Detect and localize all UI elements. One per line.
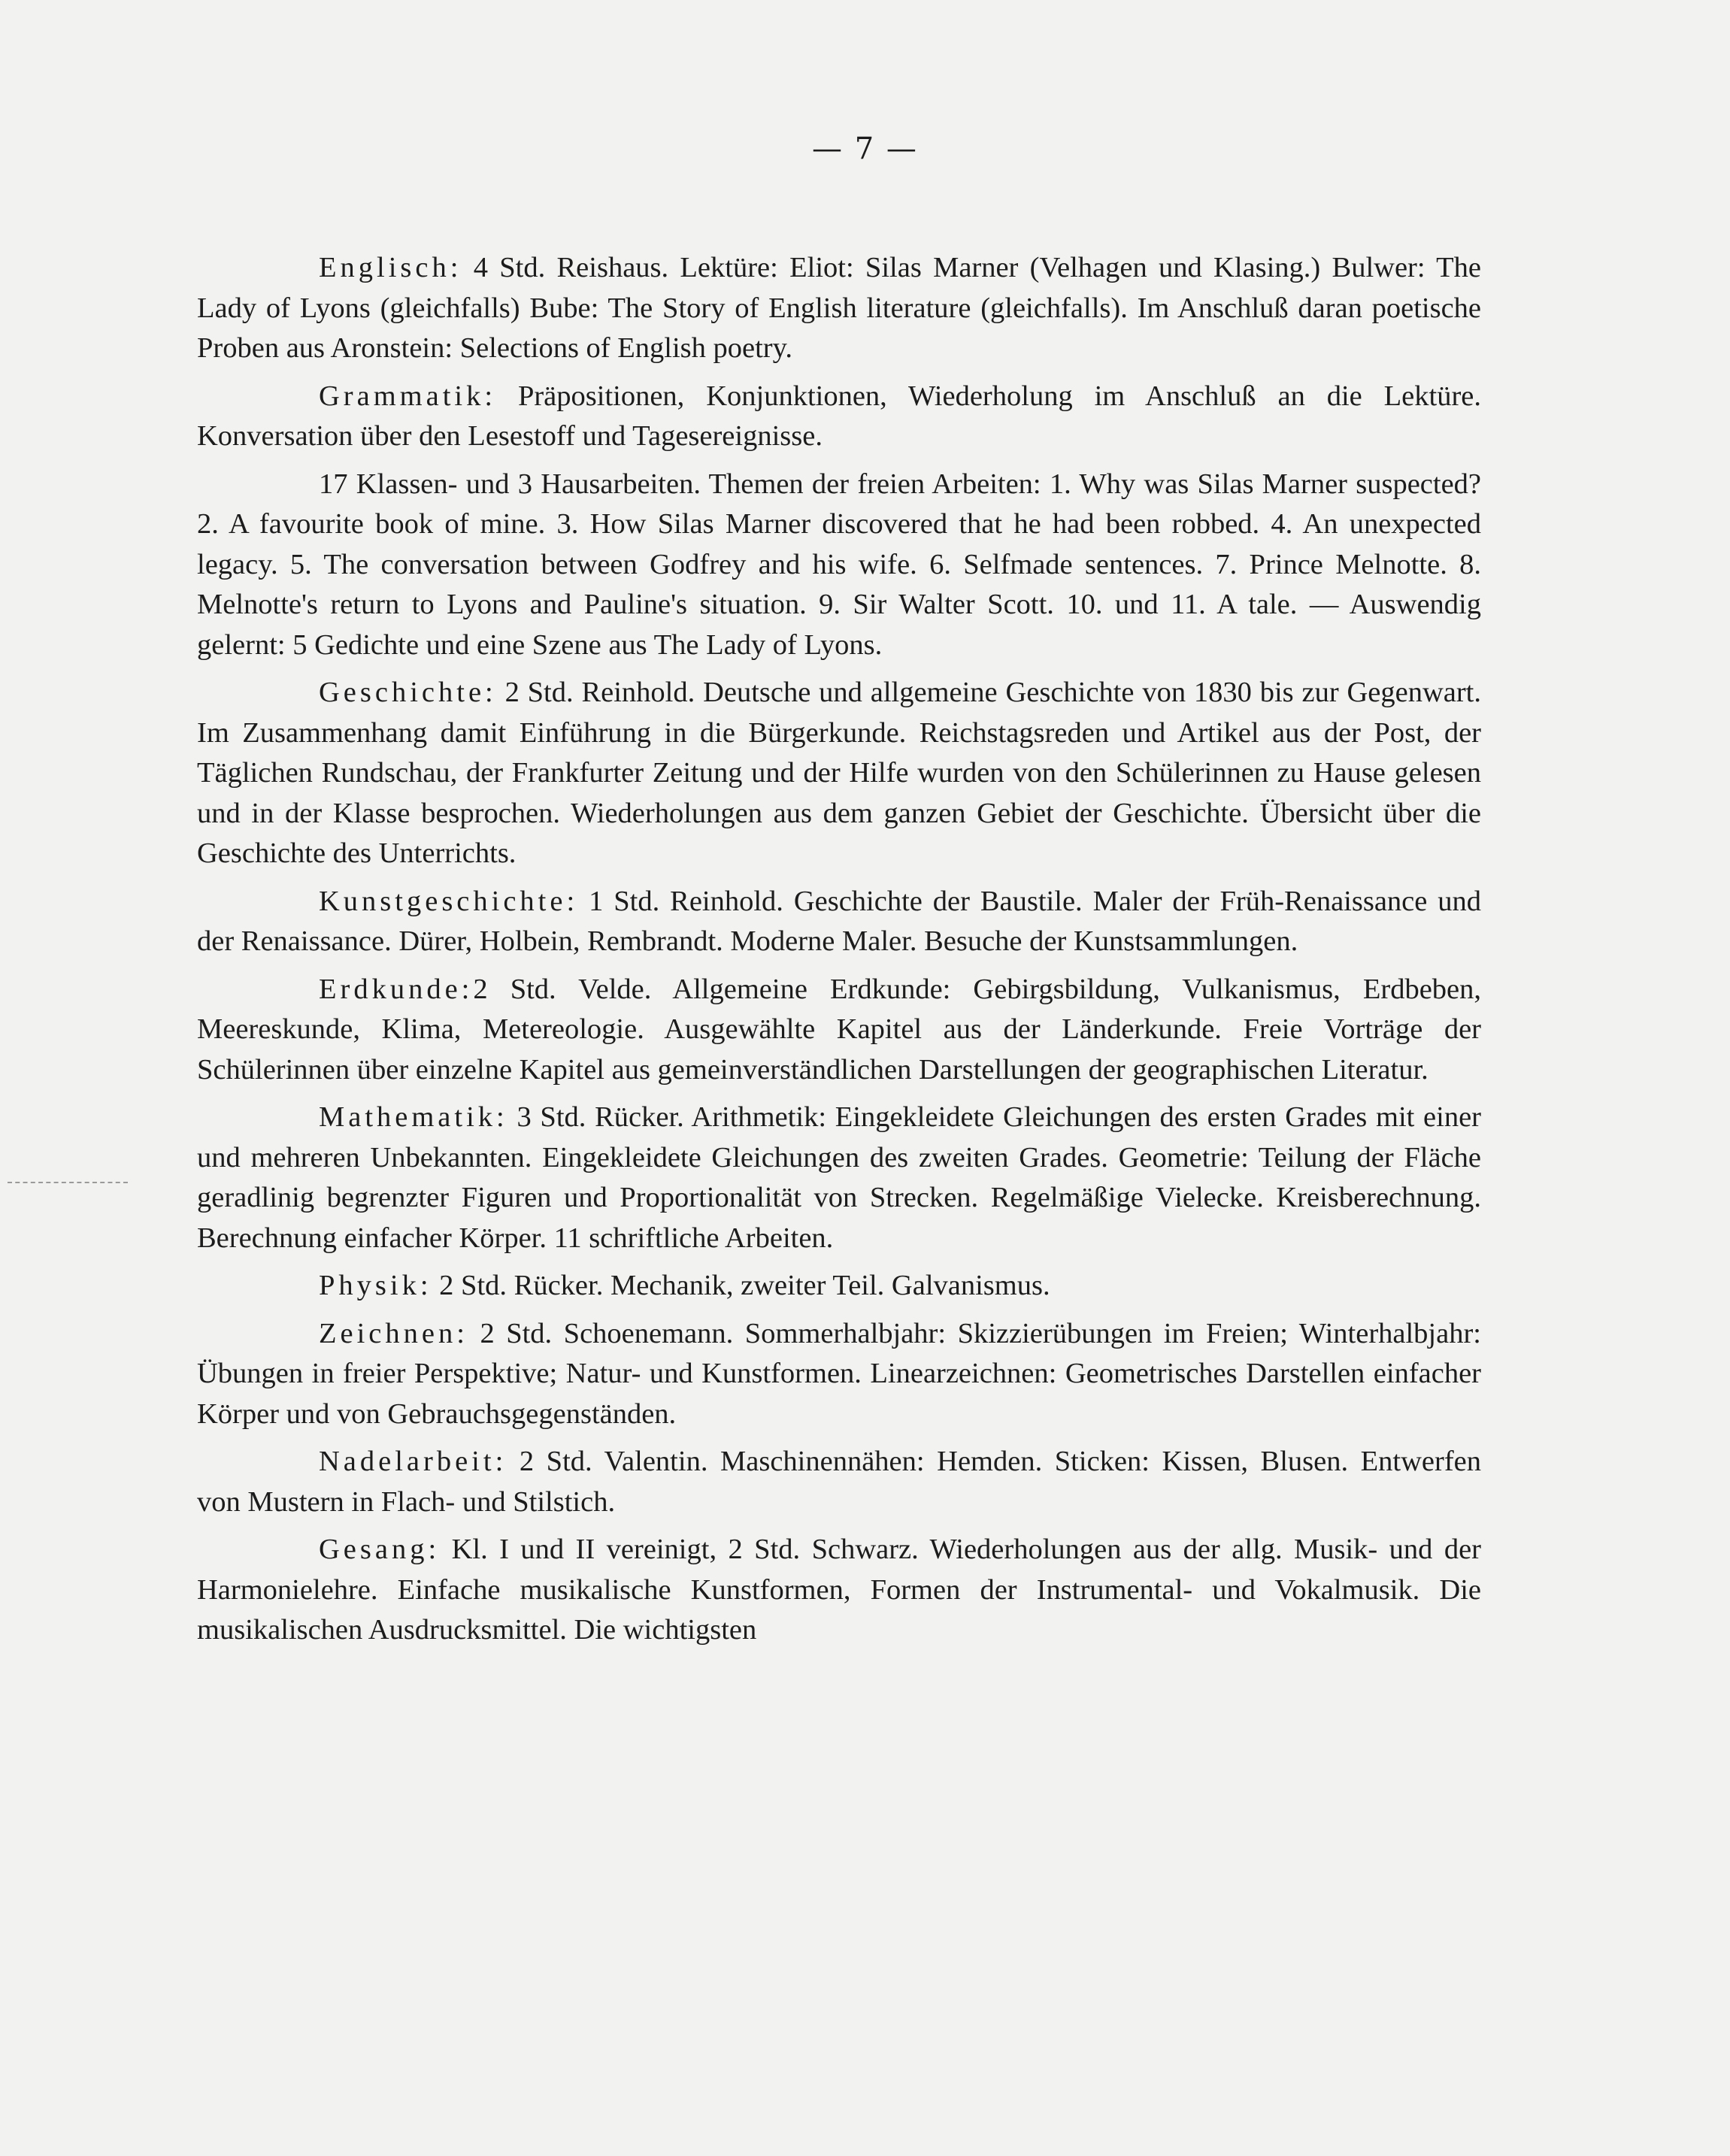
paragraph-text: 2 Std. Reinhold. Deutsche und allgemeine Geschichte von 1830 bis zur Gegenwart. Im Zusammenhang damit Einführung in die Bürgerkunde. Reichstagsreden und Artikel aus der Post, der Täglichen Rundschau, der Frankfurter Zeitung und der Hilfe wurden von den Schülerinnen zu Hause gelesen und in der Klasse besprochen. Wiederholungen aus dem ganzen Gebiet der Geschichte. Übersicht über die Geschichte des Unterrichts. xyxy=(197,677,1481,869)
subject-heading: Nadelarbeit: xyxy=(319,1446,507,1477)
paragraph-physik xyxy=(197,1266,1481,1307)
page-body xyxy=(197,248,1481,1658)
subject-heading: Mathematik: xyxy=(319,1101,508,1133)
paragraph-text: 2 Std. Rücker. Mechanik, zweiter Teil. Galvanismus. xyxy=(432,1270,1050,1301)
paragraph-erdkunde xyxy=(197,970,1481,1091)
paragraph-zeichnen xyxy=(197,1314,1481,1435)
paragraph-gesang xyxy=(197,1530,1481,1651)
subject-heading: Gesang: xyxy=(319,1534,441,1565)
paragraph-text: 2 Std. Valentin. Maschinennähen: Hemden. Sticken: Kissen, Blusen. Entwerfen von Mustern in Flach- und Stilstich. xyxy=(197,1446,1481,1518)
paragraph-text: Präpositionen, Konjunktionen, Wiederholung im Anschluß an die Lektüre. Konversation über den Lesestoff und Tagesereignisse. xyxy=(197,380,1481,452)
paragraph-arbeiten xyxy=(197,465,1481,666)
paragraph-text: Kl. I und II vereinigt, 2 Std. Schwarz. Wiederholungen aus der allg. Musik- und der Harmonielehre. Einfache musikalische Kunstformen, Formen der Instrumental- und Vokalmusik. Die musikalischen Ausdrucksmittel. Die wichtigsten xyxy=(197,1534,1481,1646)
paragraph-text: 3 Std. Rücker. Arithmetik: Eingekleidete Gleichungen des ersten Grades mit einer und mehreren Unbekannten. Eingekleidete Gleichungen des zweiten Grades. Geometrie: Teilung der Fläche geradlinig begrenzter Figuren und Proportionalität von Strecken. Regelmäßige Vielecke. Kreisberechnung. Berechnung einfacher Körper. 11 schriftliche Arbeiten. xyxy=(197,1101,1481,1254)
paragraph-text: 1 Std. Reinhold. Geschichte der Baustile. Maler der Früh-Renaissance und der Renaissance. Dürer, Holbein, Rembrandt. Moderne Maler. Besuche der Kunstsammlungen. xyxy=(197,885,1481,957)
page-number: — 7 — xyxy=(812,132,918,166)
paragraph-mathematik xyxy=(197,1098,1481,1258)
paragraph-text: 2 Std. Schoenemann. Sommerhalbjahr: Skizzierübungen im Freien; Winterhalbjahr: Übungen in freier Perspektive; Natur- und Kunstformen. Linearzeichnen: Geometrisches Darstellen einfacher Körper und von Gebrauchsgegenständen. xyxy=(197,1317,1481,1430)
margin-mark xyxy=(8,1182,128,1183)
subject-heading: Englisch: xyxy=(319,252,462,283)
subject-heading: Kunstgeschichte: xyxy=(319,885,579,917)
paragraph-text: 17 Klassen- und 3 Hausarbeiten. Themen der freien Arbeiten: 1. Why was Silas Marner suspected? 2. A favourite book of mine. 3. How Silas Marner discovered that he had been robbed. 4. An unexpected legacy. 5. The conversation between Godfrey and his wife. 6. Selfmade sentences. 7. Prince Melnotte. 8. Melnotte's return to Lyons and Pauline's situation. 9. Sir Walter Scott. 10. und 11. A tale. — Auswendig gelernt: 5 Gedichte und eine Szene aus The Lady of Lyons. xyxy=(197,468,1481,661)
paragraph-text: 2 Std. Velde. Allgemeine Erdkunde: Gebirgsbildung, Vulkanismus, Erdbeben, Meereskunde, Klima, Metereologie. Ausgewählte Kapitel aus der Länderkunde. Freie Vorträge der Schülerinnen über einzelne Kapitel aus gemeinverständlichen Darstellungen der geographischen Literatur. xyxy=(197,973,1481,1086)
paragraph-grammatik xyxy=(197,377,1481,457)
paragraph-kunstgeschichte xyxy=(197,882,1481,962)
subject-heading: Physik: xyxy=(319,1270,432,1301)
subject-heading: Geschichte: xyxy=(319,677,497,708)
subject-heading: Erdkunde: xyxy=(319,973,474,1005)
paragraph-nadelarbeit xyxy=(197,1442,1481,1522)
paragraph-englisch xyxy=(197,248,1481,369)
subject-heading: Grammatik: xyxy=(319,380,497,412)
paragraph-geschichte xyxy=(197,673,1481,874)
subject-heading: Zeichnen: xyxy=(319,1317,468,1349)
paragraph-text: 4 Std. Reishaus. Lektüre: Eliot: Silas Marner (Velhagen und Klasing.) Bulwer: The Lady of Lyons (gleichfalls) Bube: The Story of English literature (gleichfalls). Im Anschluß daran poetische Proben aus Aronstein: Selections of English poetry. xyxy=(197,252,1481,364)
